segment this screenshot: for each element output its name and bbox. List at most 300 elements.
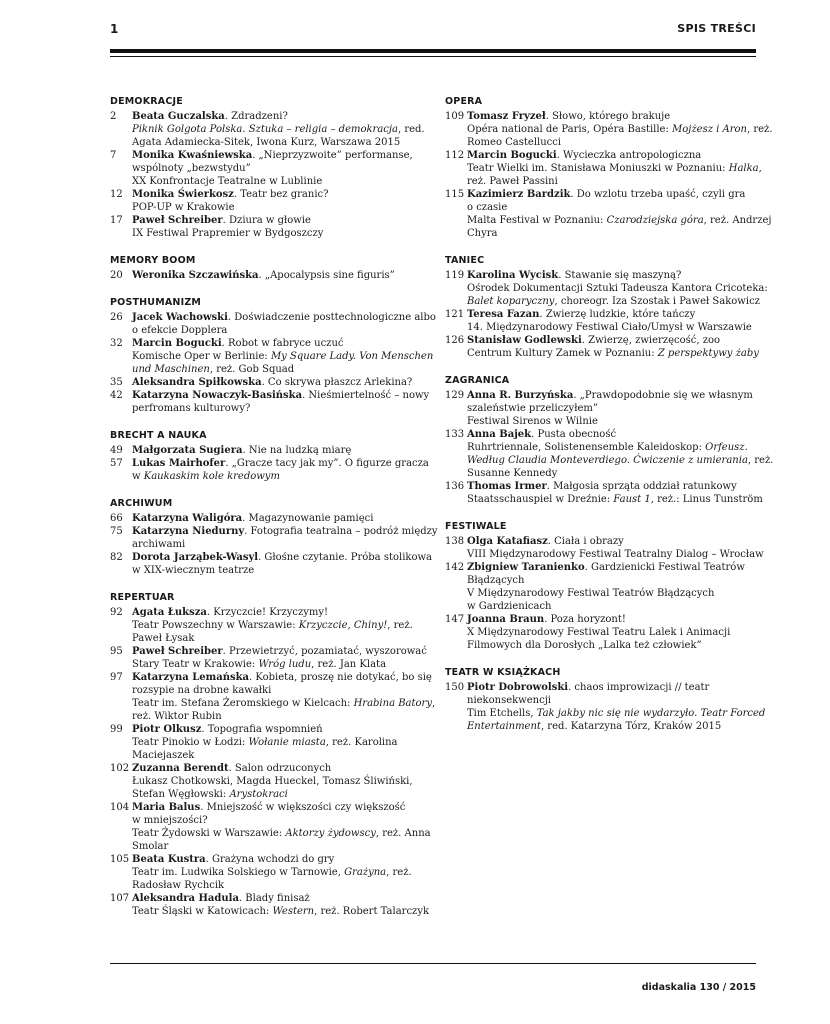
section-title: FESTIWALE xyxy=(445,521,507,532)
entry-text-segment: XX Konfrontacje Teatralne w Lublinie xyxy=(132,176,323,187)
entry-text xyxy=(467,535,764,561)
page-number: 1 xyxy=(110,22,119,36)
entry-page-number: 17 xyxy=(110,215,123,226)
toc-entry xyxy=(445,389,757,428)
entry-text-segment: w mniejszości? xyxy=(132,815,208,826)
author-name: Kazimierz Bardzik xyxy=(467,189,571,200)
entry-text-segment: IX Festiwal Prapremier w Bydgoszczy xyxy=(132,228,324,239)
entry-line xyxy=(132,866,412,879)
entry-text-segment: Ruhrtriennale, Solistenensemble Kaleidoskop: xyxy=(467,442,706,453)
author-name: Olga Katafiasz xyxy=(467,536,548,547)
entry-line xyxy=(132,762,413,775)
entry-text-segment: Festiwal Sirenos w Wilnie xyxy=(467,416,598,427)
toc-entry xyxy=(110,149,413,188)
entry-text-segment: , reż. xyxy=(747,455,774,466)
entry-text xyxy=(132,525,438,551)
entry-text-segment: . Małgosia sprząta oddział ratunkowy xyxy=(546,481,737,492)
toc-entry xyxy=(110,606,413,645)
entry-line xyxy=(467,548,764,561)
entry-text xyxy=(467,561,757,613)
entry-line xyxy=(467,188,771,201)
entry-page-number: 57 xyxy=(110,458,123,469)
author-name: Katarzyna Waligóra xyxy=(132,513,243,524)
entry-text xyxy=(132,801,431,853)
entry-text-segment: . Do wzlotu trzeba upaść, czyli gra xyxy=(570,189,746,200)
work-title: Hrabina Batory xyxy=(353,698,432,709)
entry-text-segment: . Mniejszość w większości czy większość xyxy=(200,802,406,813)
entry-line xyxy=(467,227,771,240)
entry-line xyxy=(132,470,429,483)
entry-line xyxy=(132,710,435,723)
entry-text-segment: . Przewietrzyć, pozamiatać, wyszorować xyxy=(222,646,427,657)
entry-text xyxy=(132,444,410,457)
entry-text-segment: Teatr Wielki im. Stanisława Moniuszki w Poznaniu: xyxy=(467,163,729,174)
work-title: Wróg ludu xyxy=(258,659,312,670)
toc-entry xyxy=(445,149,762,188)
entry-line xyxy=(132,671,435,684)
entry-text-segment: , xyxy=(432,698,436,709)
entry-line xyxy=(467,639,757,652)
entry-page-number: 147 xyxy=(445,614,465,625)
toc-entry xyxy=(445,428,774,480)
entry-line xyxy=(467,282,768,295)
entry-text-segment: . Zdradzeni? xyxy=(224,111,288,122)
entry-line xyxy=(467,415,757,428)
entry-line xyxy=(132,162,413,175)
entry-page-number: 26 xyxy=(110,312,123,323)
entry-text-segment: Susanne Kennedy xyxy=(467,468,558,479)
entry-text xyxy=(467,308,757,334)
toc-entry xyxy=(110,389,430,415)
entry-text-segment: . Słowo, którego brakuje xyxy=(545,111,671,122)
entry-text-segment: . Magazynowanie pamięci xyxy=(242,513,374,524)
toc-section xyxy=(110,95,425,240)
entry-line xyxy=(132,227,410,240)
entry-text xyxy=(132,853,412,892)
toc-entry xyxy=(110,645,427,671)
entry-text-segment: w xyxy=(132,471,144,482)
entry-text-segment: Teatr Powszechny w Warszawie: xyxy=(132,620,299,631)
toc-entry xyxy=(445,308,757,334)
entry-text xyxy=(132,269,410,282)
entry-page-number: 133 xyxy=(445,429,465,440)
toc-section xyxy=(110,429,429,483)
entry-text-segment: Teatr Śląski w Katowicach: xyxy=(132,906,273,917)
entry-text xyxy=(132,149,413,188)
entry-text-segment: w XIX-wiecznym teatrze xyxy=(132,565,255,576)
entry-text-segment: , reż. Jan Klata xyxy=(311,659,387,670)
toc-entry xyxy=(110,311,436,337)
author-name: Paweł Schreiber xyxy=(132,215,223,226)
entry-page-number: 75 xyxy=(110,526,123,537)
entry-text xyxy=(132,389,429,415)
entry-page-number: 138 xyxy=(445,536,465,547)
toc-entry xyxy=(110,671,436,723)
entry-text-segment: . Krzyczcie! Krzyczymy! xyxy=(206,607,329,618)
toc-entry xyxy=(445,561,757,613)
section-title: BRECHT A NAUKA xyxy=(110,430,207,441)
entry-text-segment: . Poza horyzont! xyxy=(544,614,626,625)
toc-section xyxy=(445,254,768,360)
entry-line xyxy=(132,350,433,363)
work-title: My Square Lady. Von Menschen xyxy=(270,351,434,362)
work-title: Aktorzy żydowscy xyxy=(285,828,376,839)
author-name: Karolina Wycisk xyxy=(467,270,559,281)
entry-text xyxy=(467,110,773,149)
toc-section xyxy=(445,374,774,506)
entry-text-segment: , reż. Karolina xyxy=(325,737,398,748)
toc-entry xyxy=(110,762,413,801)
entry-page-number: 142 xyxy=(445,562,465,573)
section-title: MEMORY BOOM xyxy=(110,255,196,266)
entry-text-segment: o czasie xyxy=(467,202,508,213)
entry-line xyxy=(132,376,412,389)
entry-line xyxy=(132,723,410,736)
entry-line xyxy=(467,480,763,493)
entry-text-segment: , reż. Gob Squad xyxy=(209,364,295,375)
entry-text xyxy=(467,269,768,308)
entry-line xyxy=(132,201,410,214)
entry-text-segment: Tim Etchells, xyxy=(467,708,537,719)
entry-text-segment: Teatr Pinokio w Łodzi: xyxy=(132,737,249,748)
entry-text xyxy=(467,613,757,652)
entry-line xyxy=(132,175,413,188)
entry-page-number: 107 xyxy=(110,893,130,904)
toc-entry xyxy=(445,188,772,240)
entry-text-segment: . Topografia wspomnień xyxy=(201,724,323,735)
entry-line xyxy=(132,525,438,538)
entry-text-segment: . Głośne czytanie. Próba stolikowa xyxy=(258,552,432,563)
section-title: REPERTUAR xyxy=(110,592,175,603)
entry-page-number: 119 xyxy=(445,270,465,281)
entry-page-number: 82 xyxy=(110,552,123,563)
entry-text-segment: . Stawanie się maszyną? xyxy=(558,270,682,281)
entry-page-number: 32 xyxy=(110,338,123,349)
entry-line xyxy=(132,457,429,470)
entry-line xyxy=(467,694,765,707)
entry-page-number: 42 xyxy=(110,390,123,401)
toc-entry xyxy=(110,551,432,577)
entry-page-number: 92 xyxy=(110,607,123,618)
entry-page-number: 129 xyxy=(445,390,465,401)
entry-line xyxy=(132,110,425,123)
entry-page-number: 97 xyxy=(110,672,123,683)
entry-text-segment: , reż. xyxy=(387,620,413,631)
entry-line xyxy=(132,684,435,697)
header-rule-thin xyxy=(110,56,756,57)
entry-page-number: 126 xyxy=(445,335,465,346)
entry-line xyxy=(132,538,438,551)
entry-text xyxy=(132,606,413,645)
toc-section xyxy=(110,591,436,918)
entry-page-number: 7 xyxy=(110,150,117,161)
entry-text-segment: niekonsekwencji xyxy=(467,695,552,706)
entry-line xyxy=(467,681,765,694)
entry-line xyxy=(132,149,413,162)
entry-line xyxy=(132,402,429,415)
entry-text-segment: Filmowych dla Dorosłych „Lalka też człowiek” xyxy=(467,640,702,651)
author-name: Aleksandra Spiłkowska xyxy=(132,377,262,388)
toc-entry xyxy=(445,681,766,733)
entry-text-segment: . Fotografia teatralna – podróż między xyxy=(244,526,438,537)
author-name: Tomasz Fryzeł xyxy=(467,111,546,122)
entry-line xyxy=(467,389,757,402)
work-title: Tak jakby nic się nie wydarzyło. Teatr Forced xyxy=(536,708,766,719)
entry-line xyxy=(467,441,773,454)
toc-entry xyxy=(110,269,410,282)
entry-line xyxy=(132,749,410,762)
toc-entry xyxy=(110,525,438,551)
entry-text-segment: Ośrodek Dokumentacji Sztuki Tadeusza Kantora Cricoteka: xyxy=(467,283,768,294)
entry-text-segment: . Wycieczka antropologiczna xyxy=(556,150,702,161)
footer-journal-issue: didaskalia 130 / 2015 xyxy=(641,982,756,993)
entry-text-segment: Maciejaszek xyxy=(132,750,195,761)
author-name: Thomas Irmer xyxy=(467,481,547,492)
entry-text xyxy=(132,723,410,762)
author-name: Małgorzata Sugiera xyxy=(132,445,243,456)
author-name: Monika Kwaśniewska xyxy=(132,150,253,161)
toc-entry xyxy=(110,376,413,389)
entry-text-segment: Stary Teatr w Krakowie: xyxy=(132,659,259,670)
entry-page-number: 121 xyxy=(445,309,465,320)
author-name: Beata Kustra xyxy=(132,854,206,865)
entry-text-segment: . Co skrywa płaszcz Arlekina? xyxy=(261,377,413,388)
entry-text-segment: reż. Wiktor Rubin xyxy=(132,711,222,722)
entry-line xyxy=(467,123,773,136)
toc-entry xyxy=(110,110,425,149)
entry-text-segment: wspólnoty „bezwstydu” xyxy=(132,163,251,174)
entry-text-segment: , reż.: Linus Tunström xyxy=(650,494,763,505)
entry-text-segment: szaleństwie przeliczyłem” xyxy=(467,403,598,414)
entry-text-segment: POP-UP w Krakowie xyxy=(132,202,235,213)
entry-text xyxy=(467,188,771,240)
work-title: Piknik Golgota Polska. Sztuka – religia – demokracja xyxy=(132,124,398,135)
entry-text xyxy=(132,214,410,240)
entry-line xyxy=(467,149,762,162)
entry-page-number: 66 xyxy=(110,513,123,524)
entry-text xyxy=(467,334,759,360)
entry-line xyxy=(467,600,757,613)
entry-line xyxy=(132,188,410,201)
entry-line xyxy=(132,444,410,457)
entry-line xyxy=(132,324,436,337)
toc-entry xyxy=(110,337,434,376)
entry-line xyxy=(467,626,757,639)
entry-line xyxy=(467,201,771,214)
entry-text-segment: . Ciała i obrazy xyxy=(547,536,624,547)
entry-line xyxy=(132,389,429,402)
work-title: Kaukaskim kole kredowym xyxy=(143,471,280,482)
entry-text-segment: , choreogr. Iza Szostak i Paweł Sakowicz xyxy=(554,296,760,307)
author-name: Piotr Dobrowolski xyxy=(467,682,569,693)
entry-line xyxy=(467,110,773,123)
entry-text-segment: 14. Międzynarodowy Festiwal Ciało/Umysł w Warszawie xyxy=(467,322,752,333)
entry-page-number: 102 xyxy=(110,763,130,774)
section-title: ZAGRANICA xyxy=(445,375,510,386)
author-name: Marcin Bogucki xyxy=(467,150,557,161)
entry-text-segment: , red. Katarzyna Tórz, Kraków 2015 xyxy=(540,721,722,732)
entry-line xyxy=(132,814,431,827)
entry-text-segment: . Doświadczenie posttechnologiczne albo xyxy=(227,312,436,323)
toc-entry xyxy=(445,535,764,561)
entry-text xyxy=(132,110,425,149)
entry-page-number: 2 xyxy=(110,111,117,122)
toc-entry xyxy=(445,110,773,149)
entry-line xyxy=(132,363,433,376)
entry-line xyxy=(132,337,433,350)
entry-page-number: 109 xyxy=(445,111,465,122)
entry-line xyxy=(467,347,759,360)
entry-text xyxy=(467,681,765,733)
author-name: Katarzyna Niedurny xyxy=(132,526,245,537)
toc-section xyxy=(445,666,766,733)
entry-text xyxy=(132,892,429,918)
work-title: Mojżesz i Aron xyxy=(672,124,747,135)
entry-text-segment: , reż. xyxy=(386,867,412,878)
entry-text-segment: Opéra national de Paris, Opéra Bastille: xyxy=(467,124,673,135)
entry-line xyxy=(132,564,432,577)
entry-text-segment: w Gardzienicach xyxy=(467,601,552,612)
entry-text xyxy=(467,389,757,428)
entry-text-segment: Teatr Żydowski w Warszawie: xyxy=(132,828,286,839)
entry-text xyxy=(132,762,413,801)
entry-page-number: 49 xyxy=(110,445,123,456)
section-title: POSTHUMANIZM xyxy=(110,297,202,308)
entry-text-segment: Malta Festival w Poznaniu: xyxy=(467,215,607,226)
entry-line xyxy=(467,334,759,347)
entry-text-segment: . „Apocalypsis sine figuris” xyxy=(258,270,395,281)
header-rule-thick xyxy=(110,49,756,53)
entry-line xyxy=(467,321,757,334)
author-name: Stanisław Godlewski xyxy=(467,335,582,346)
entry-text xyxy=(132,311,436,337)
author-name: Katarzyna Lemańska xyxy=(132,672,250,683)
author-name: Paweł Schreiber xyxy=(132,646,223,657)
entry-line xyxy=(467,214,771,227)
entry-text-segment: Centrum Kultury Zamek w Poznaniu: xyxy=(467,348,658,359)
entry-line xyxy=(132,788,413,801)
entry-text-segment: . Zwierzę ludzkie, które tańczy xyxy=(539,309,696,320)
entry-text xyxy=(132,376,412,389)
toc-section xyxy=(110,254,410,282)
author-name: Aleksandra Hadula xyxy=(132,893,239,904)
entry-text-segment: perfromans kulturowy? xyxy=(132,403,251,414)
entry-line xyxy=(132,840,431,853)
entry-text-segment: o efekcie Dopplera xyxy=(132,325,228,336)
toc-section xyxy=(110,296,436,415)
entry-line xyxy=(467,574,757,587)
toc-entry xyxy=(110,214,410,240)
toc-entry xyxy=(445,334,757,360)
work-title: Faust 1 xyxy=(613,494,651,505)
entry-text-segment: V Międzynarodowy Festiwal Teatrów Błądzących xyxy=(467,588,715,599)
toc-entry xyxy=(110,723,410,762)
entry-text-segment: . Nie na ludzką miarę xyxy=(242,445,352,456)
work-title: Balet koparyczny xyxy=(467,296,555,307)
entry-text-segment: , reż. Anna xyxy=(375,828,431,839)
section-title: TANIEC xyxy=(445,255,485,266)
entry-page-number: 95 xyxy=(110,646,123,657)
entry-text-segment: Teatr im. Ludwika Solskiego w Tarnowie, xyxy=(132,867,345,878)
entry-text-segment: . Pusta obecność xyxy=(531,429,617,440)
entry-text-segment: , reż. Robert Talarczyk xyxy=(314,906,430,917)
entry-text xyxy=(132,551,432,577)
work-title: und Maschinen xyxy=(132,364,210,375)
entry-line xyxy=(467,467,773,480)
entry-text xyxy=(467,480,763,506)
entry-text-segment: . Teatr bez granic? xyxy=(233,189,329,200)
entry-line xyxy=(132,827,431,840)
entry-text-segment: rozsypie na drobne kawałki xyxy=(132,685,272,696)
author-name: Maria Balus xyxy=(132,802,201,813)
section-title: ARCHIWUM xyxy=(110,498,173,509)
entry-text-segment: . Kobieta, proszę nie dotykać, bo się xyxy=(249,672,432,683)
section-title: OPERA xyxy=(445,96,483,107)
entry-text-segment: . Zwierzę, zwierzęcość, zoo xyxy=(581,335,721,346)
entry-text-segment: Komische Oper w Berlinie: xyxy=(132,351,271,362)
work-title: Orfeusz. xyxy=(705,442,748,453)
author-name: Agata Łuksza xyxy=(132,607,207,618)
work-title: Arystokraci xyxy=(229,789,288,800)
author-name: Anna R. Burzyńska xyxy=(467,390,574,401)
entry-text xyxy=(132,645,427,671)
entry-line xyxy=(467,613,757,626)
author-name: Katarzyna Nowaczyk-Basińska xyxy=(132,390,303,401)
entry-line xyxy=(132,775,413,788)
footer-rule xyxy=(110,963,756,964)
entry-text-segment: . Dziura w głowie xyxy=(222,215,311,226)
work-title: Grażyna xyxy=(344,867,387,878)
toc-entry xyxy=(110,892,430,918)
entry-line xyxy=(467,162,762,175)
entry-page-number: 104 xyxy=(110,802,130,813)
entry-line xyxy=(132,658,427,671)
section-title: TEATR W KSIĄŻKACH xyxy=(445,667,561,678)
entry-line xyxy=(467,535,764,548)
toc-section xyxy=(110,497,438,577)
entry-text-segment: . Salon odrzuconych xyxy=(228,763,332,774)
entry-text xyxy=(132,188,410,214)
entry-text-segment: Agata Adamiecka-Sitek, Iwona Kurz, Warszawa 2015 xyxy=(132,137,401,148)
entry-text-segment: Teatr im. Stefana Żeromskiego w Kielcach: xyxy=(132,698,354,709)
entry-line xyxy=(132,801,431,814)
toc-section xyxy=(445,520,764,652)
entry-line xyxy=(467,561,757,574)
author-name: Zbigniew Taranienko xyxy=(467,562,585,573)
entry-line xyxy=(467,720,765,733)
author-name: Teresa Fazan xyxy=(467,309,540,320)
entry-page-number: 12 xyxy=(110,189,123,200)
toc-entry xyxy=(110,801,431,853)
entry-text-segment: . chaos improwizacji // teatr xyxy=(568,682,710,693)
toc-section xyxy=(445,95,773,240)
entry-page-number: 112 xyxy=(445,150,465,161)
author-name: Dorota Jarząbek-Wasyl xyxy=(132,552,259,563)
entry-text-segment: Staatsschauspiel w Dreźnie: xyxy=(467,494,614,505)
entry-line xyxy=(467,136,773,149)
entry-text-segment: Stefan Węgłowski: xyxy=(132,789,230,800)
entry-text xyxy=(132,671,435,723)
work-title: Wołanie miasta xyxy=(248,737,326,748)
entry-text xyxy=(132,337,433,376)
entry-line xyxy=(467,493,763,506)
entry-line xyxy=(132,512,410,525)
toc-entry xyxy=(110,188,410,214)
entry-line xyxy=(132,632,413,645)
work-title: Według Claudia Monteverdiego. Ćwiczenie z umierania xyxy=(467,455,748,466)
toc-column-left xyxy=(110,95,438,932)
work-title: Z perspektywy żaby xyxy=(657,348,759,359)
